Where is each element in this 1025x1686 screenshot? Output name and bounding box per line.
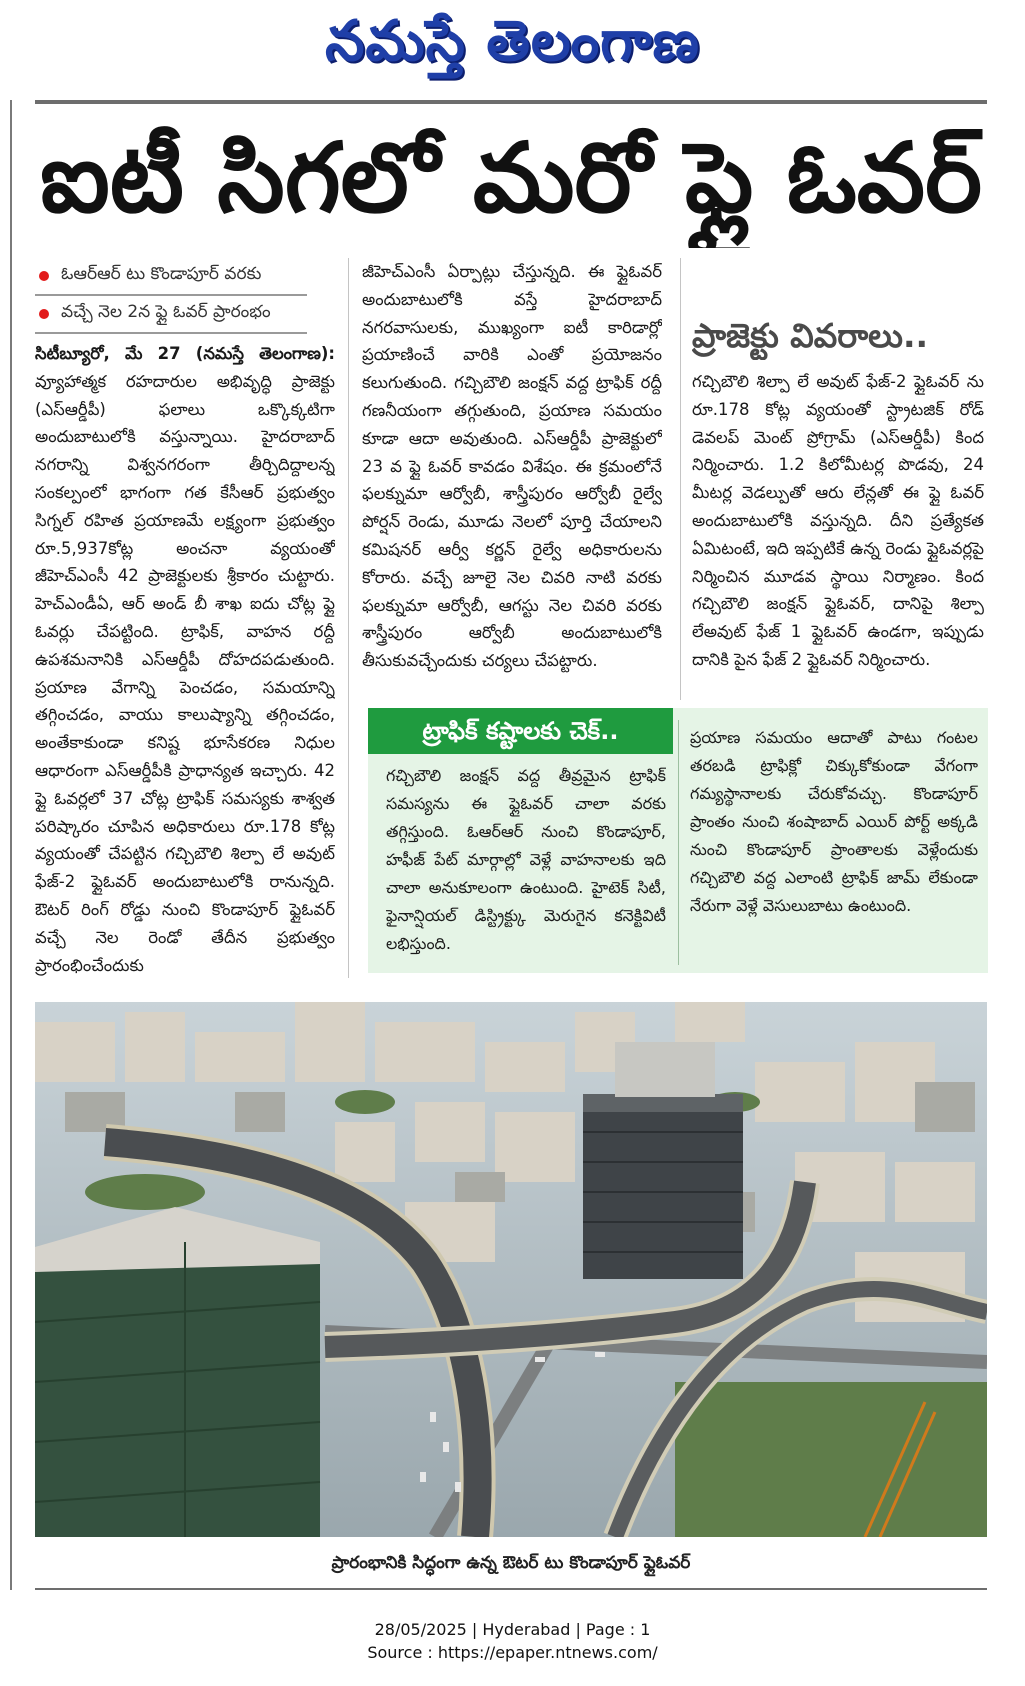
column-divider	[348, 258, 349, 978]
traffic-box-heading: ట్రాఫిక్ కష్టాలకు చెక్..	[368, 708, 673, 754]
dateline: సిటీబ్యూరో, మే 27 (నమస్తే తెలంగాణ):	[35, 344, 335, 363]
article-column-2	[362, 258, 662, 698]
traffic-box-column-2: ప్రయాణ సమయం ఆదాతో పాటు గంటల తరబడి ట్రాఫిక్లో చిక్కుకోకుండా వేగంగా గమ్యస్థానాలకు చేరుకోవచ్చు. కొండాపూర్ ప్రాంతం నుంచి శంషాబాద్ ఎయిర్ పోర్ట్ అక్కడి నుంచి కొండాపూర్ ప్రాంతాలకు వెళ్లేందుకు గచ్చిబౌలి వద్ద ఎలాంటి ట్రాఫిక్ జామ్ లేకుండా నేరుగా వెళ్లే వెసులుబాటు ఉంటుంది.	[690, 728, 978, 915]
projects-text: గచ్చిబౌలి శిల్పా లే అవుట్ ఫేజ్-2 ఫ్లైఓవర్ ను రూ.178 కోట్ల వ్యయంతో స్ట్రాటజిక్ రోడ్ డెవలప్ మెంట్ ప్రోగ్రామ్ (ఎస్ఆర్డీపీ) కింద నిర్మించారు. 1.2 కిలోమీటర్ల పొడవు, 24 మీటర్ల వెడల్పుతో ఆరు లేన్లతో ఈ ఫ్లై ఓవర్ అందుబాటులోకి వస్తున్నది. దీని ప్రత్యేకత ఏమిటంటే, ఇది ఇప్పటికే ఉన్న రెండు ఫ్లైఓవర్లపై నిర్మించిన మూడవ స్థాయి నిర్మాణం. కింద గచ్చిబౌలి జంక్షన్ ఫ్లైఓవర్, దానిపై శిల్పా లేఅవుట్ ఫేజ్ 1 ఫ్లైఓవర్ ఉండగా, ఇప్పుడు దానికి పైన ఫేజ్ 2 ఫ్లైఓవర్ నిర్మించారు.	[692, 372, 984, 669]
column-1-text: వ్యూహాత్మక రహదారుల అభివృద్ధి ప్రాజెక్టు (ఎస్ఆర్డీపీ) ఫలాలు ఒక్కొక్కటిగా అందుబాటులోకి వస్తున్నాయి. హైదరాబాద్ నగరాన్ని విశ్వనగరంగా తీర్చిదిద్దాలన్న సంకల్పంలో భాగంగా గత కేసీఆర్ ప్రభుత్వం సిగ్నల్ రహిత ప్రయాణమే లక్ష్యంగా ప్రభుత్వం రూ.5,937కోట్ల అంచనా వ్యయంతో జీహెచ్ఎంసీ 42 ప్రాజెక్టులకు శ్రీకారం చుట్టారు. హెచ్ఎండీఏ, ఆర్ అండ్ బీ శాఖ ఐదు చోట్ల ఫ్లై ఓవర్లు చేపట్టింది. ట్రాఫిక్, వాహన రద్దీ ఉపశమనానికి ఎస్ఆర్డీపీ దోహదపడుతుంది. ప్రయాణ వేగాన్ని పెంచడం, సమయాన్ని తగ్గించడం, వాయు కాలుష్యాన్ని తగ్గించడం, అంతేకాకుండా కనిష్ట భూసేకరణ నిధుల ఆధారంగా ఎస్ఆర్డీపీకి ప్రాధాన్యత ఇచ్చారు. 42 ఫ్లై ఓవర్లలో 37 చోట్ల ట్రాఫిక్ సమస్యకు శాశ్వత పరిష్కారం చూపిన అధికారులు రూ.178 కోట్ల వ్యయంతో చేపట్టిన గచ్చిబౌలి శిల్పా లే అవుట్ ఫేజ్-2 ఫ్లైఓవర్ అందుబాటులోకి రానున్నది. ఔటర్ రింగ్ రోడ్డు నుంచి కొండాపూర్ ఫ్లైఓవర్ వచ్చే నెల రెండో తేదీన ప్రభుత్వం ప్రారంభించేందుకు	[35, 371, 335, 975]
bullet-item	[35, 296, 307, 334]
masthead-logo: నమస్తే తెలంగాణ	[325, 9, 700, 74]
top-rule	[35, 100, 987, 104]
projects-heading: ప్రాజెక్టు వివరాలు..	[692, 316, 929, 355]
left-border	[10, 100, 12, 1590]
column-divider	[680, 258, 681, 700]
projects-column	[692, 368, 984, 703]
bullet-dot-icon	[39, 309, 49, 319]
traffic-box-divider	[678, 720, 679, 965]
traffic-box	[368, 708, 988, 973]
bullet-text: వచ్చే నెల 2న ఫ్లై ఓవర్ ప్రారంభం	[61, 302, 271, 322]
footer-date-page: 28/05/2025 | Hyderabad | Page : 1	[374, 1620, 651, 1639]
headline: ఐటీ సిగలో మరో ఫ్లై ఓవర్	[39, 122, 982, 234]
bullet-text: ఓఆర్ఆర్ టు కొండాపూర్ వరకు	[61, 264, 262, 284]
bottom-rule	[35, 1588, 987, 1590]
column-2-text: జీహెచ్ఎంసీ ఏర్పాట్లు చేస్తున్నది. ఈ ఫ్లైఓవర్ అందుబాటులోకి వస్తే హైదరాబాద్ నగరవాసులకు, ముఖ్యంగా ఐటీ కారిడార్లో ప్రయాణించే వారికి ఎంతో ప్రయోజనం కలుగుతుంది. గచ్చిబౌలి జంక్షన్ వద్ద ట్రాఫిక్ రద్దీ గణనీయంగా తగ్గుతుంది, ప్రయాణ సమయం కూడా ఆదా అవుతుంది. ఎస్ఆర్డీపీ ప్రాజెక్టులో 23 వ ఫ్లై ఓవర్ కావడం విశేషం. ఈ క్రమంలోనే ఫలక్నుమా ఆర్వోబీ, శాస్త్రీపురం ఆర్వోబీ రైల్వే పోర్షన్ రెండు, మూడు నెలలో పూర్తి చేయాలని కమిషనర్ ఆర్వీ కర్ణన్ రైల్వే అధికారులను కోరారు. వచ్చే జూలై నెల చివరి నాటి వరకు ఫలక్నుమా ఆర్వోబీ, ఆగస్టు నెల చివరి వరకు శాస్త్రీపురం ఆర్వోబీ అందుబాటులోకి తీసుకువచ్చేందుకు చర్యలు చేపట్టారు.	[362, 262, 662, 671]
traffic-box-column-1: గచ్చిబౌలి జంక్షన్ వద్ద తీవ్రమైన ట్రాఫిక్ సమస్యను ఈ ఫ్లైఓవర్ చాలా వరకు తగ్గిస్తుంది. ఓఆర్ఆర్ నుంచి కొండాపూర్, హఫీజ్ పేట్ మార్గాల్లో వెళ్లే వాహనాలకు ఇది చాలా అనుకూలంగా ఉంటుంది. హైటెక్ సిటీ, ఫైనాన్షియల్ డిస్ట్రిక్ట్కు మెరుగైన కనెక్టివిటీ లభిస్తుంది.	[386, 766, 666, 953]
bullet-list	[35, 258, 307, 334]
flyover-photo	[35, 1002, 987, 1537]
flyover-aerial-image	[35, 1002, 987, 1537]
bullet-dot-icon	[39, 271, 49, 281]
photo-caption: ప్రారంభానికి సిద్ధంగా ఉన్న ఔటర్ టు కొండాపూర్ ఫ్లైఓవర్	[331, 1553, 691, 1573]
bullet-item	[35, 258, 307, 296]
footer-source: Source : https://epaper.ntnews.com/	[367, 1643, 658, 1662]
masthead	[0, 6, 1025, 86]
article-column-1	[35, 340, 335, 980]
